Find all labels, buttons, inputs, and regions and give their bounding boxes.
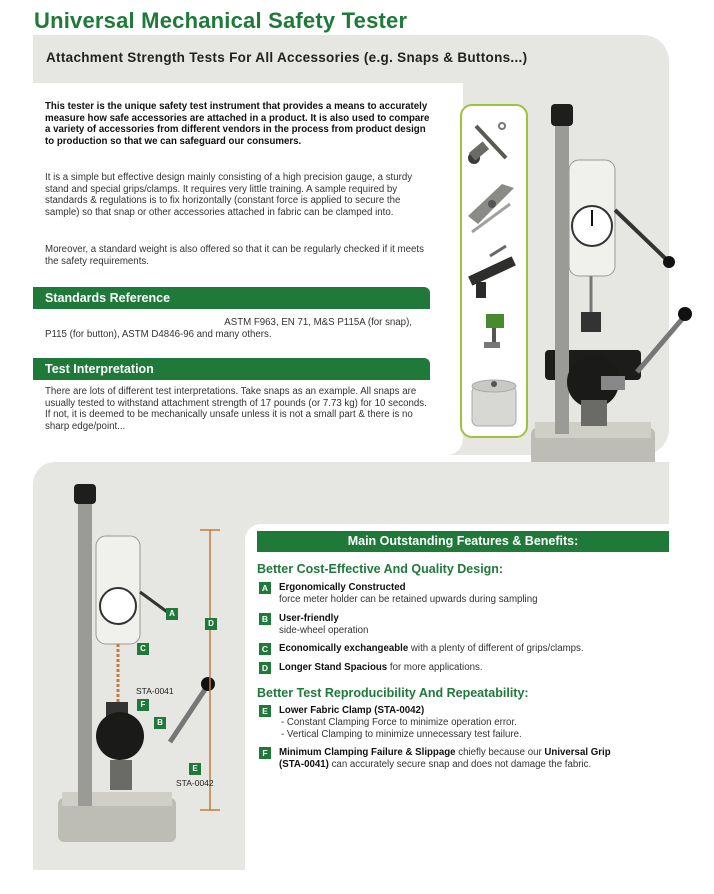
feature-f-line2-bold: (STA-0041) <box>279 759 329 770</box>
green-clamp-image <box>484 314 504 348</box>
feature-b-desc: side-wheel operation <box>279 625 369 636</box>
badge-e: E <box>259 705 271 717</box>
badge-c: C <box>259 643 271 655</box>
label-sta-0041: STA-0041 <box>136 686 174 696</box>
accessories-illustration <box>462 106 526 436</box>
tester-machine-image <box>525 100 697 492</box>
label-sta-0042: STA-0042 <box>176 778 214 788</box>
feature-b-title: User-friendly <box>279 613 339 624</box>
badge-a: A <box>259 582 271 594</box>
feature-a <box>259 582 669 606</box>
marker-a: A <box>166 608 178 620</box>
badge-b: B <box>259 613 271 625</box>
standards-heading: Standards Reference <box>33 287 430 309</box>
interpretation-heading: Test Interpretation <box>33 358 430 380</box>
feature-d-title: Longer Stand Spacious <box>279 662 388 673</box>
feature-d-rest: for more applications. <box>387 662 483 673</box>
standards-line-2: P115 (for button), ASTM D4846-96 and many others. <box>45 329 272 340</box>
feature-a-title: Ergonomically Constructed <box>279 582 406 593</box>
feature-d <box>259 662 669 674</box>
page-subtitle: Attachment Strength Tests For All Accessories (e.g. Snaps & Buttons...) <box>46 50 528 65</box>
marker-c: C <box>137 643 149 655</box>
intro-paragraph-1: It is a simple but effective design mainly consisting of a high precision gauge, a sturdy stand and special grips/clamps. It requires very little training. A sample required by standards & regulations is to fix horizontally (constant force is applied to secure the sample) so that snap or other accessories attached in fabric can be clamped into. <box>45 172 413 218</box>
feature-c <box>259 643 669 655</box>
badge-f: F <box>259 747 271 759</box>
marker-f: F <box>137 699 149 711</box>
feature-b <box>259 613 669 637</box>
group-2-title: Better Test Reproducibility And Repeatability: <box>257 686 529 700</box>
group-1-title: Better Cost-Effective And Quality Design: <box>257 562 504 576</box>
labelled-tester-diagram <box>40 480 240 860</box>
page-title: Universal Mechanical Safety Tester <box>34 8 408 33</box>
accessories-panel <box>460 104 528 438</box>
feature-f-line2-rest: can accurately secure snap and does not damage the fabric. <box>328 759 592 770</box>
intro-paragraph-2: Moreover, a standard weight is also offered so that it can be regularly checked if it meets the safety requirements. <box>45 244 424 267</box>
feature-c-rest: with a plenty of different of grips/clamps. <box>408 643 584 654</box>
marker-e: E <box>189 763 201 775</box>
clamp-fixture-image <box>468 246 516 298</box>
feature-e-desc-1: - Constant Clamping Force to minimize operation error. <box>281 717 517 728</box>
feature-a-desc: force meter holder can be retained upwards during sampling <box>279 594 538 605</box>
marker-b: B <box>154 717 166 729</box>
feature-f <box>259 747 669 771</box>
features-heading: Main Outstanding Features & Benefits: <box>257 531 669 552</box>
intro-bold-paragraph: This tester is the unique safety test instrument that provides a means to accurately measure how safe accessories are attached in a product. It is also used to compare a variety of accessories from different vendors in the process from product design to production so that we can safeguard our consumers. <box>45 101 430 147</box>
standard-weight-image <box>472 380 516 426</box>
badge-d: D <box>259 662 271 674</box>
grip-chain-image <box>468 123 506 164</box>
feature-e <box>259 705 669 741</box>
interpretation-text: There are lots of different test interpretations. Take snaps as an example. All snaps are usually tested to withstand attachment strength of 17 pounds (or 7.73 kg) for 10 seconds. If not, it is deemed to be mechanically unsafe unless it is not a small part & there is no sharp edge/point... <box>45 386 427 432</box>
feature-f-rest-1: chiefly because our <box>455 747 545 758</box>
pliers-grip-image <box>468 184 514 232</box>
feature-f-bold-2: Universal Grip <box>544 747 611 758</box>
feature-e-title: Lower Fabric Clamp (STA-0042) <box>279 705 425 716</box>
feature-c-title: Economically exchangeable <box>279 643 409 654</box>
standards-line-1: ASTM F963, EN 71, M&S P115A (for snap), <box>224 317 412 328</box>
marker-d: D <box>205 618 217 630</box>
feature-e-desc-2: - Vertical Clamping to minimize unnecessary test failure. <box>281 729 522 740</box>
feature-f-title: Minimum Clamping Failure & Slippage <box>279 747 456 758</box>
